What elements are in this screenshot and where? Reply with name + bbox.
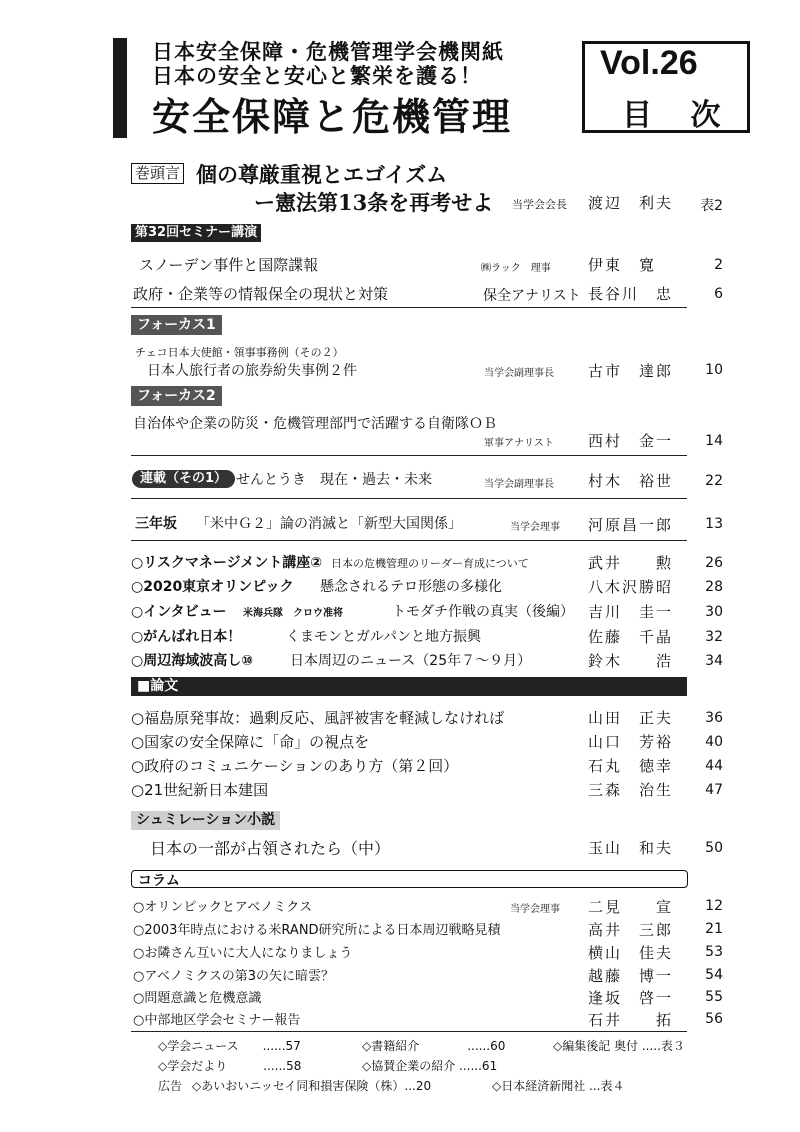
series-item-title[interactable]: 日本周辺のニュース（25年７～９月） [290, 653, 532, 669]
sannen-label: 三年坂 [135, 516, 177, 532]
makitogen-role: 当学会会長 [512, 198, 567, 211]
series-item-author: 佐藤 千晶 [588, 628, 674, 646]
column-item-author: 高井 三郎 [588, 921, 674, 939]
series-item-author: 吉川 圭一 [588, 603, 674, 621]
column-item-role: 当学会理事 [510, 904, 560, 915]
column-item-title[interactable]: ○中部地区学会セミナー報告 [133, 1013, 301, 1028]
divider [131, 455, 687, 456]
column-item-page: 21 [705, 921, 723, 937]
column-item-title[interactable]: ○2003年時点における米RAND研究所による日本周辺戦略見積 [133, 923, 501, 938]
series-item-title[interactable]: 日本の危機管理のリーダー育成について [331, 557, 529, 570]
ronbun-header-band [131, 677, 687, 696]
rensai-page: 22 [705, 473, 723, 489]
focus1-page: 10 [705, 362, 723, 378]
novel-author: 玉山 和夫 [588, 839, 674, 857]
seminar-item-page: 6 [714, 286, 723, 302]
focus1-author: 古市 達郎 [588, 362, 674, 380]
series-item-page: 26 [705, 555, 723, 571]
column-header: コラム [138, 873, 180, 889]
journal-title: 安全保障と危機管理 [152, 95, 513, 139]
series-item-title[interactable]: トモダチ作戦の真実（後編） [392, 604, 574, 620]
seminar-item-author: 伊東 寛 [588, 256, 657, 274]
series-item-title[interactable]: 懸念されるテロ形態の多様化 [320, 579, 502, 595]
series-item-author: 八木沢勝昭 [588, 578, 674, 596]
divider [131, 540, 687, 541]
novel-header: シュミレーション小説 [131, 811, 280, 830]
rensai-title[interactable]: せんとうき 現在・過去・未来 [236, 472, 432, 488]
footer-link[interactable]: ◇学会ニュース ......57 [158, 1039, 301, 1053]
column-header-box [131, 870, 688, 888]
footer-link[interactable]: ◇協賛企業の紹介 ......61 [362, 1059, 498, 1073]
divider [131, 1031, 687, 1032]
focus2-author: 西村 金一 [588, 432, 674, 450]
header-line1: 日本安全保障・危機管理学会機関紙 [152, 40, 504, 64]
ronbun-item-title[interactable]: ○政府のコミュニケーションのあり方（第２回） [131, 757, 459, 775]
series-item-page: 28 [705, 579, 723, 595]
column-item-author: 石井 拓 [588, 1011, 674, 1029]
footer-link[interactable]: ◇学会だより ......58 [158, 1059, 302, 1073]
ronbun-item-page: 40 [705, 734, 723, 750]
column-item-page: 55 [705, 989, 723, 1005]
sannen-author: 河原昌一郎 [588, 516, 674, 534]
series-item-page: 32 [705, 629, 723, 645]
novel-title[interactable]: 日本の一部が占領されたら（中） [150, 839, 391, 858]
seminar-item-title[interactable]: スノーデン事件と国際諜報 [139, 256, 319, 274]
series-item-head: ○周辺海域波高し⑩ [131, 653, 254, 669]
rensai-label: 連載（その1） [132, 470, 235, 488]
divider [131, 498, 687, 499]
focus2-page: 14 [705, 433, 723, 449]
series-item-head: ○2020東京オリンピック [131, 579, 294, 595]
ad-item[interactable]: ◇あいおいニッセイ同和損害保険（株）...20 [192, 1079, 432, 1093]
column-item-author: 横山 佳夫 [588, 944, 674, 962]
seminar-item-title[interactable]: 政府・企業等の情報保全の現状と対策 [133, 285, 389, 303]
ad-label: 広告 [158, 1079, 183, 1093]
makitogen-title[interactable]: 個の尊厳重視とエゴイズム [196, 162, 448, 187]
column-item-page: 12 [705, 898, 723, 914]
ronbun-item-author: 山口 芳裕 [588, 733, 674, 751]
column-item-page: 56 [705, 1011, 723, 1027]
seminar-item-role: ㈱ラック 理事 [481, 263, 551, 274]
series-item-page: 30 [705, 604, 723, 620]
seminar-item-page: 2 [714, 257, 723, 273]
ronbun-item-page: 47 [705, 782, 723, 798]
ronbun-item-author: 山田 正夫 [588, 709, 674, 727]
sannen-role: 当学会理事 [510, 522, 560, 533]
series-item-author: 武井 勲 [588, 554, 674, 572]
makitogen-author: 渡辺 利夫 [588, 194, 674, 212]
series-item-head: ○インタビュー [131, 604, 227, 620]
focus2-header: フォーカス2 [131, 386, 222, 406]
sannen-title[interactable]: 「米中Ｇ２」論の消滅と「新型大国関係」 [196, 516, 462, 532]
column-item-author: 逢坂 啓一 [588, 989, 674, 1007]
footer-link[interactable]: ◇編集後記 奥付 .....表３ [553, 1039, 685, 1053]
series-item-head: ○リスクマネージメント講座② [131, 555, 323, 571]
ronbun-header: ■論文 [137, 678, 179, 694]
rensai-role: 当学会副理事長 [484, 479, 554, 490]
column-item-title[interactable]: ○オリンピックとアベノミクス [133, 900, 313, 915]
series-item-author: 鈴木 浩 [588, 652, 674, 670]
ronbun-item-page: 36 [705, 710, 723, 726]
makitogen-label: 巻頭言 [131, 163, 184, 184]
series-item-head: ○がんばれ日本！ [131, 629, 242, 645]
divider [131, 307, 687, 308]
ronbun-item-page: 44 [705, 758, 723, 774]
seminar-item-author: 長谷川 忠 [588, 285, 674, 303]
makitogen-page: 表2 [700, 198, 723, 214]
ronbun-item-author: 三森 治生 [588, 781, 674, 799]
header-accent-bar [113, 38, 127, 138]
column-item-author: 二見 宣 [588, 898, 674, 916]
seminar-item-role: 保全アナリスト [483, 288, 581, 304]
focus1-title[interactable]: 日本人旅行者の旅券紛失事例２件 [147, 363, 357, 379]
ronbun-item-title[interactable]: ○福島原発事故：過剰反応、風評被害を軽減しなければ [131, 709, 505, 727]
column-item-page: 53 [705, 944, 723, 960]
column-item-author: 越藤 博一 [588, 967, 674, 985]
series-item-subhead: 米海兵隊 クロウ准将 [243, 608, 343, 619]
ad-item[interactable]: ◇日本経済新聞社 ...表４ [492, 1079, 625, 1093]
series-item-page: 34 [705, 653, 723, 669]
ronbun-item-title[interactable]: ○国家の安全保障に「命」の視点を [131, 733, 370, 751]
series-item-title[interactable]: くまモンとガルパンと地方振興 [286, 629, 482, 645]
toc-heading: 目 次 [622, 98, 735, 133]
volume-number: Vol.26 [600, 44, 698, 82]
makitogen-subtitle[interactable]: ー憲法第13条を再考せよ [254, 190, 494, 215]
seminar-header: 第32回セミナー講演 [131, 224, 261, 242]
focus2-title[interactable]: 自治体や企業の防災・危機管理部門で活躍する自衛隊ＯＢ [133, 416, 497, 432]
ronbun-item-title[interactable]: ○21世紀新日本建国 [131, 781, 269, 799]
column-item-page: 54 [705, 967, 723, 983]
focus1-pretitle: チェコ日本大使館・領事事務例（その２） [135, 346, 344, 359]
header-line2: 日本の安全と安心と繁栄を護る！ [152, 64, 482, 88]
sannen-page: 13 [705, 516, 723, 532]
footer-link[interactable]: ◇書籍紹介 ......60 [362, 1039, 506, 1053]
column-item-title[interactable]: ○お隣さん互いに大人になりましょう [133, 946, 353, 961]
ronbun-item-author: 石丸 徳幸 [588, 757, 674, 775]
focus2-role: 軍事アナリスト [484, 438, 554, 449]
novel-page: 50 [705, 840, 723, 856]
focus1-header: フォーカス1 [131, 315, 222, 335]
focus1-role: 当学会副理事長 [484, 368, 554, 379]
column-item-title[interactable]: ○問題意識と危機意識 [133, 991, 262, 1006]
rensai-author: 村木 裕世 [588, 472, 674, 490]
column-item-title[interactable]: ○アベノミクスの第3の矢に暗雲？ [133, 969, 334, 984]
